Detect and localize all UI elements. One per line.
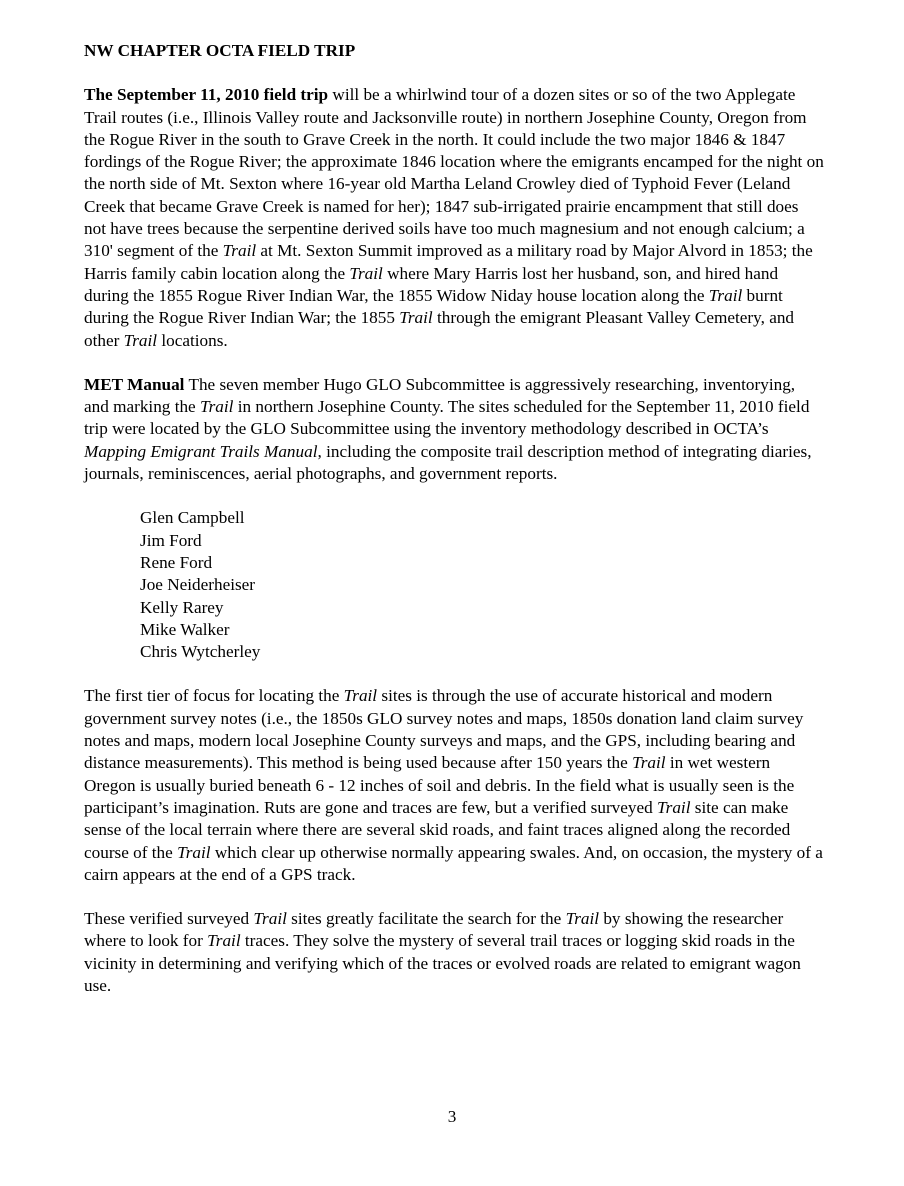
document-heading: NW CHAPTER OCTA FIELD TRIP: [84, 41, 356, 60]
paragraph-text: through the emigrant Pleasant Valley Cemetery, and other: [84, 308, 795, 350]
paragraph-met-manual: [84, 374, 824, 485]
paragraph-text: which clear up otherwise normally appearing swales. And, on occasion, the mystery of a cairn appears at the end of a GPS track.: [84, 842, 823, 884]
paragraph-text: These verified surveyed: [84, 909, 254, 929]
paragraph-text: at Mt. Sexton Summit improved as a military road by Major Alvord in 1853; the Harris family cabin location along the: [84, 241, 813, 283]
italic-term: Trail: [399, 308, 433, 328]
paragraph-text: , including the composite trail description method of integrating diaries, journals, reminiscences, aerial photographs, and government reports.: [84, 441, 812, 484]
italic-term: Trail: [343, 686, 378, 706]
paragraph-field-trip: [84, 84, 824, 352]
member-name: Rene Ford: [140, 552, 213, 572]
paragraph-text: locations.: [157, 330, 228, 350]
paragraph-text: where Mary Harris lost her husband, son, and hired hand during the 1855 Rogue River Indian War, the 1855 Widow Niday house location along the: [84, 263, 779, 305]
paragraph-lead: The September 11, 2010 field trip: [84, 85, 329, 105]
italic-term: Trail: [199, 397, 234, 417]
paragraph-text: traces. They solve the mystery of several trail traces or logging skid roads in the vicinity in determining and verifying which of the traces or evolved roads are related to emigrant wagon use.: [84, 931, 801, 995]
paragraph-text: will be a whirlwind tour of a dozen sites or so of the two Applegate Trail routes (i.e., Illinois Valley route and Jacksonville route) in northern Josephine County, Oregon from the Rogue River in the south to Grave Creek in the north. It could include the two major 1846 & 1847 fordings of the Rogue River; the approximate 1846 location where the emigrants encamped for the night on the north side of Mt. Sexton where 16-year old Martha Leland Crowley died of Typhoid Fever (Leland Creek that became Grave Creek is named for her); 1847 sub-irrigated prairie encampment that still does not have trees because the serpentine derived soils have too much magnesium and not enough calcium; a 310' segment of the: [84, 85, 824, 261]
member-name: Glen Campbell: [140, 508, 245, 528]
paragraph-text: in wet western Oregon is usually buried beneath 6 - 12 inches of soil and debris. In the field what is usually seen is the participant’s imagination. Ruts are gone and traces are few, but a verified surveyed: [84, 753, 795, 817]
document-body: [84, 40, 824, 1019]
paragraph-text: The seven member Hugo GLO Subcommittee is aggressively researching, inventorying, and marking the: [84, 374, 796, 417]
paragraph-verified-sites: [84, 908, 824, 997]
page-number: 3: [447, 1107, 457, 1126]
member-name: Chris Wytcherley: [140, 642, 261, 662]
italic-term: Trail: [207, 931, 241, 951]
italic-term: Trail: [123, 330, 158, 350]
paragraph-lead: MET Manual: [84, 374, 185, 394]
manual-title: Mapping Emigrant Trails Manual: [84, 441, 318, 461]
paragraph-text: site can make sense of the local terrain where there are several skid roads, and faint traces aligned along the recorded course of the: [84, 797, 791, 862]
paragraph-text: sites is through the use of accurate historical and modern government survey notes (i.e., the 1850s GLO survey notes and maps, 1850s donation land claim survey notes and maps, modern local Josephine County surveys and maps, and the GPS, including bearing and distance measurements). This method is being used because after 150 years the: [84, 686, 804, 773]
italic-term: Trail: [657, 797, 691, 817]
member-list: [140, 507, 824, 663]
paragraph-text: in northern Josephine County. The sites scheduled for the September 11, 2010 field trip were located by the GLO Subcommittee using the inventory methodology described in OCTA’s: [84, 397, 810, 439]
italic-term: Trail: [177, 842, 211, 862]
paragraph-text: by showing the researcher where to look for: [84, 909, 784, 951]
member-name: Mike Walker: [140, 619, 230, 639]
paragraph-text: The first tier of focus for locating the: [84, 686, 344, 706]
paragraph-first-tier: [84, 685, 824, 886]
italic-term: Trail: [253, 909, 287, 929]
italic-term: Trail: [632, 753, 666, 773]
italic-term: Trail: [708, 285, 743, 305]
paragraph-text: burnt during the Rogue River Indian War; the 1855: [84, 285, 783, 328]
member-name: Jim Ford: [140, 530, 202, 550]
italic-term: Trail: [222, 241, 257, 261]
member-name: Joe Neiderheiser: [140, 575, 256, 595]
italic-term: Trail: [349, 263, 383, 283]
paragraph-text: sites greatly facilitate the search for the: [286, 909, 566, 929]
italic-term: Trail: [565, 909, 600, 929]
member-name: Kelly Rarey: [140, 597, 224, 617]
